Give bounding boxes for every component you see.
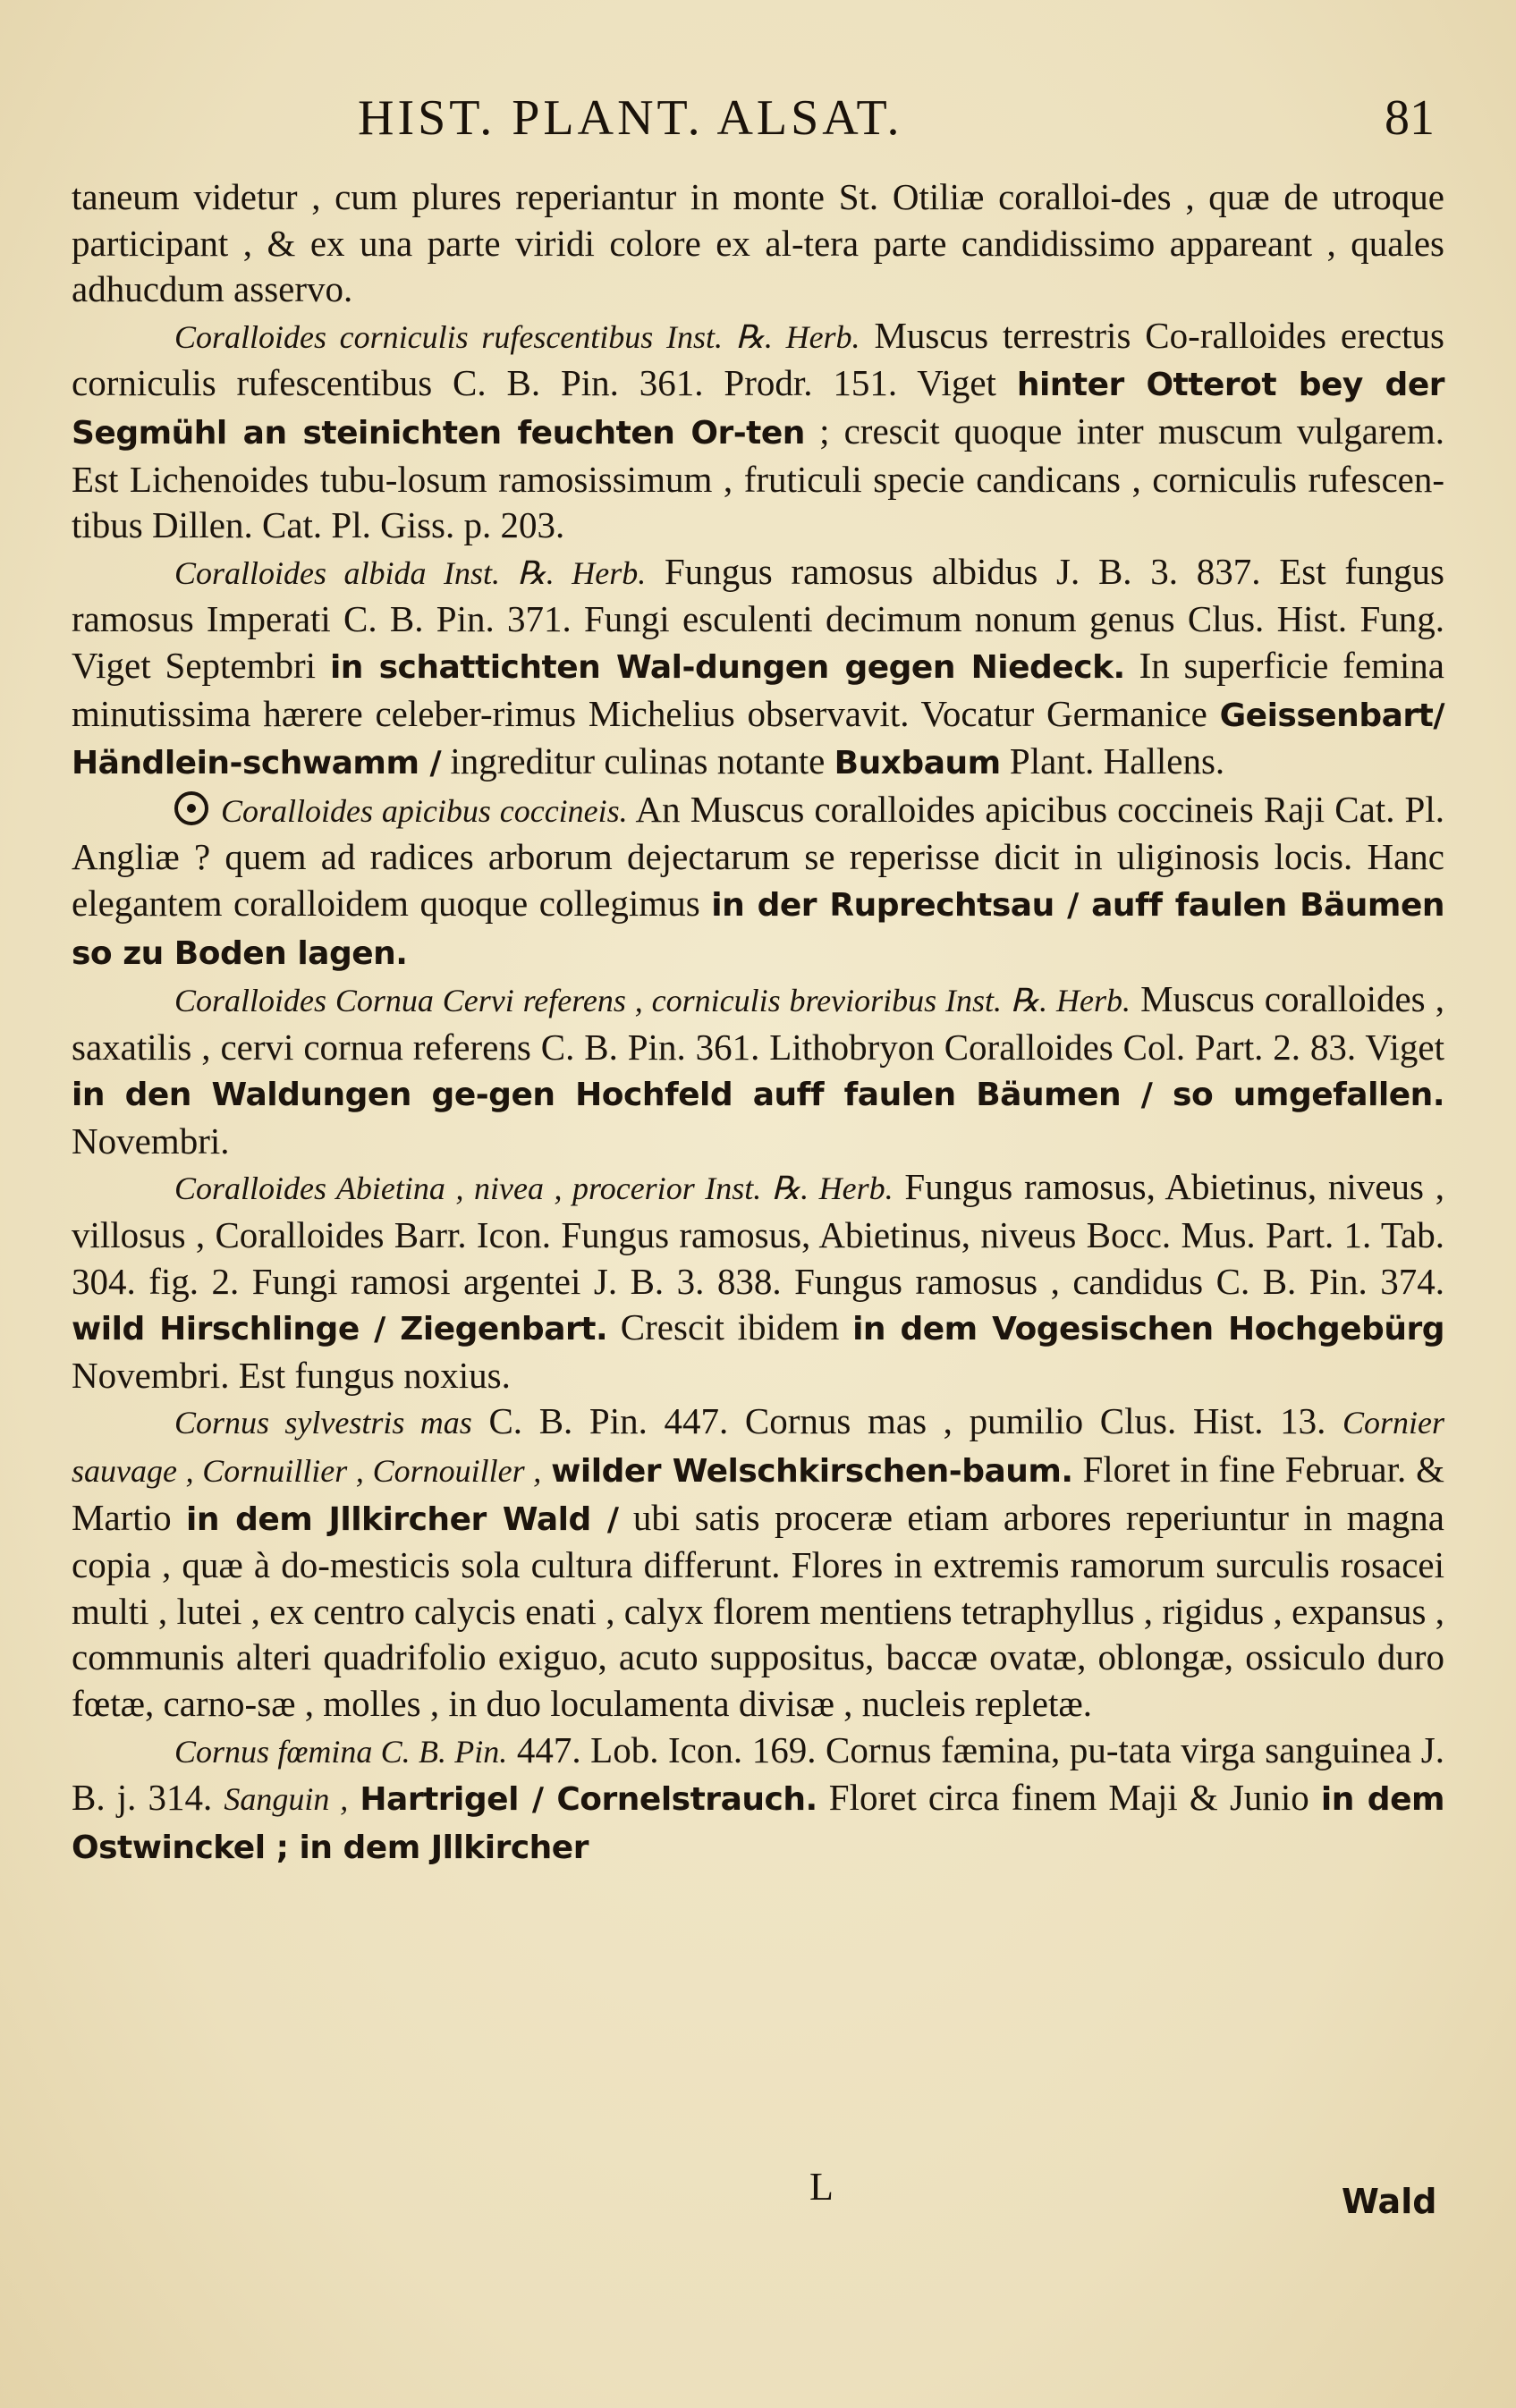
paragraph-coralloides-albida	[72, 549, 1444, 787]
fraktur-run: in dem Jllkircher Wald /	[185, 1500, 619, 1538]
fraktur-run: in dem Vogesischen Hochgebürg	[852, 1311, 1444, 1348]
italic-run: Cornus sylvestris mas	[174, 1405, 472, 1441]
italic-run: Cornier sauvage , Cornuillier , Cornouiller ,	[72, 1405, 1444, 1490]
body-text	[72, 174, 1444, 1871]
paragraph-cornus-foemina	[72, 1728, 1444, 1871]
text-run: ubi satis proceræ etiam arbores reperiuntur in magna copia , quæ à do-mesticis sola cultura differunt. Flores in extremis ramorum surculis rosacei multi , lutei , ex centro calycis enati , calyx florem mentiens tetraphyllus , rigidus , expansus , communis alteri quadrifolio exiguo, acuto suppositus, baccæ ovatæ, oblongæ, ossiculo duro fœtæ, carno-sæ , molles , in duo loculamenta divisæ , nucleis repletæ.	[72, 1496, 1444, 1724]
catchword: Wald	[1342, 2182, 1437, 2221]
text-run: Fungus ramosus albidus J. B. 3. 837. Est fungus ramosus Imperati C. B. Pin. 371. Fungi esculenti decimum nonum genus Clus. Hist. Fung. Viget Septembri	[72, 550, 1445, 686]
text-run: An Muscus coralloides apicibus coccineis Raji Cat. Pl. Angliæ ? quem ad radices arborum dejectarum se reperisse dicit in uliginosis locis. Hanc elegantem coralloidem quoque collegimus	[72, 788, 1445, 924]
italic-run: Coralloides corniculis rufescentibus Inst. ℞. Herb.	[174, 318, 860, 355]
italic-run: Coralloides Cornua Cervi referens , corniculis brevioribus Inst. ℞. Herb.	[174, 983, 1131, 1019]
italic-run: Coralloides apicibus coccineis.	[221, 792, 628, 829]
italic-run: Sanguin ,	[224, 1781, 349, 1818]
paragraph-coralloides-cornua-cervi	[72, 976, 1444, 1164]
paragraph-coralloides-coccineis	[72, 787, 1444, 976]
fraktur-run: hinter Otterot bey der Segmühl an steinichten feuchten Or-ten	[72, 367, 1444, 452]
text-run: ; crescit quoque inter muscum vulgarem. Est Lichenoides tubu-losum ramosissimum , fruticuli specie candicans , corniculis rufescen-tibus Dillen. Cat. Pl. Giss. p. 203.	[72, 410, 1444, 546]
italic-run: Coralloides albida Inst. ℞. Herb.	[174, 554, 647, 591]
fraktur-run: in dem Ostwinckel ; in dem Jllkircher	[72, 1781, 1444, 1866]
text-run: Floret in fine Februar. & Martio	[72, 1449, 1445, 1538]
fraktur-run: in der Ruprechtsau / auff faulen Bäumen so zu Boden lagen.	[72, 886, 1444, 972]
text-run	[348, 1777, 360, 1818]
fraktur-run: in schattichten Wal-dungen gegen Niedeck.	[329, 648, 1125, 686]
signature-mark: L	[809, 2165, 834, 2209]
text-run: Plant. Hallens.	[1000, 740, 1225, 782]
italic-run: Coralloides Abietina , nivea , procerior Inst. ℞. Herb.	[174, 1170, 894, 1207]
paragraph-cornus-mas	[72, 1398, 1444, 1727]
fraktur-run: wilder Welschkirschen-baum.	[551, 1453, 1073, 1491]
text-run: C. B. Pin. 447. Cornus mas , pumilio Clus. Hist. 13.	[471, 1400, 1342, 1442]
text-run: Novembri. Est fungus noxius.	[72, 1354, 511, 1396]
paragraph-1	[72, 174, 1444, 313]
text-run: 447. Lob. Icon. 169. Cornus fæmina, pu-tata virga sanguinea J. B. j. 314.	[72, 1728, 1444, 1819]
text-run: taneum videtur , cum plures reperiantur in monte St. Otiliæ coralloi-des , quæ de utroque participant , & ex una parte viridi colore ex al-tera parte candidissimo appareant , quales adhucdum asservo.	[72, 176, 1444, 310]
page-number: 81	[1385, 90, 1435, 146]
text-run: ingreditur culinas notante	[441, 740, 834, 782]
text-run: Fungus ramosus, Abietinus, niveus , villosus , Coralloides Barr. Icon. Fungus ramosus, Abietinus, niveus Bocc. Mus. Part. 1. Tab. 304. fig. 2. Fungi ramosi argentei J. B. 3. 838. Fungus ramosus , candidus C. B. Pin. 374.	[72, 1166, 1444, 1302]
fraktur-run: wild Hirschlinge / Ziegenbart.	[72, 1311, 608, 1348]
fraktur-run: Geissenbart/ Händlein-schwamm /	[72, 697, 1444, 782]
fraktur-run: Buxbaum	[834, 745, 1001, 782]
circle-dot-symbol-icon	[174, 791, 208, 825]
fraktur-run: in den Waldungen ge-gen Hochfeld auff faulen Bäumen / so umgefallen.	[72, 1077, 1444, 1114]
text-run: Muscus terrestris Co-ralloides erectus corniculis rufescentibus C. B. Pin. 361. Prodr. 151. Viget	[72, 314, 1444, 404]
paragraph-coralloides-rufescentibus	[72, 313, 1444, 549]
text-run: Crescit ibidem	[607, 1306, 853, 1348]
running-title: HIST. PLANT. ALSAT.	[358, 90, 903, 146]
text-run	[541, 1449, 551, 1490]
text-run: Floret circa finem Maji & Junio	[817, 1777, 1321, 1819]
text-run: In superficie femina minutissima hærere celeber-rimus Michelius observavit. Vocatur Germanice	[72, 644, 1445, 734]
text-run: Muscus coralloides , saxatilis , cervi cornua referens C. B. Pin. 361. Lithobryon Coralloides Col. Part. 2. 83. Viget	[72, 978, 1444, 1068]
italic-run: Cornus fœmina C. B. Pin.	[174, 1733, 508, 1770]
paragraph-coralloides-abietina	[72, 1164, 1444, 1398]
fraktur-run: Hartrigel / Cornelstrauch.	[360, 1781, 817, 1819]
text-run: Novembri.	[72, 1120, 230, 1162]
